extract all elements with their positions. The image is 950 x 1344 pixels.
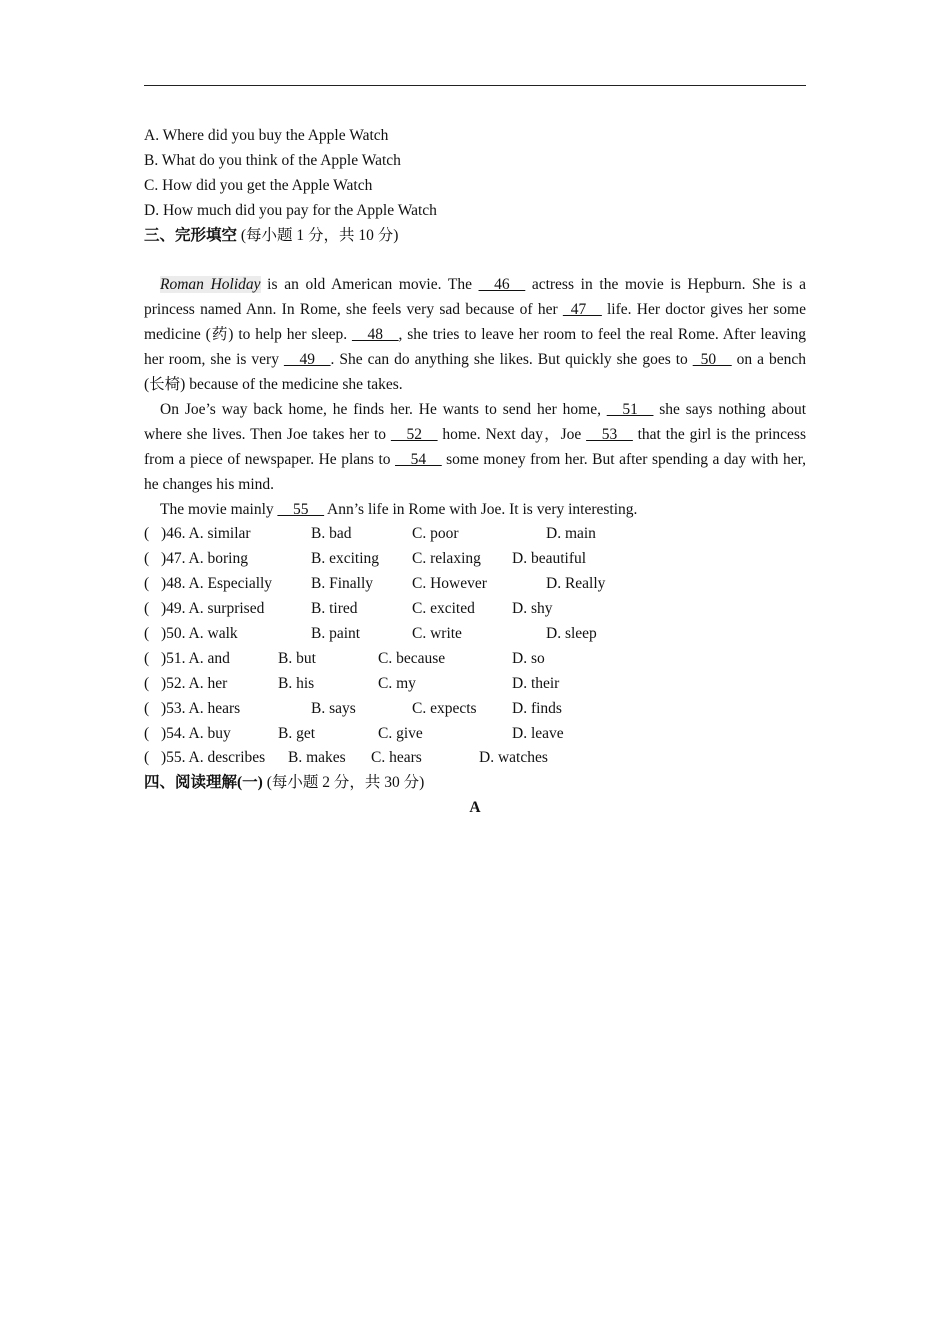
option-d: D. leave xyxy=(512,724,564,742)
question-number-option-a: )49. A. surprised xyxy=(161,600,265,618)
option-d: D. finds xyxy=(512,699,562,717)
option-b: B. but xyxy=(278,649,316,667)
option-c: C. write xyxy=(412,624,462,642)
passage-text: , she tries to leave her room to feel the real Rome. After leaving her room, she is very xyxy=(144,326,806,369)
question-number-option-a: )46. A. similar xyxy=(161,525,251,543)
option-c: C. However xyxy=(412,575,487,593)
section4-note: (每小题 2 分，共 30 分) xyxy=(262,774,425,792)
option-b: B. What do you think of the Apple Watch xyxy=(144,151,401,169)
answer-paren: ( xyxy=(144,550,150,568)
question-number-option-a: )50. A. walk xyxy=(161,624,238,642)
question-row xyxy=(144,572,806,597)
answer-paren: ( xyxy=(144,649,150,667)
option-c: C. give xyxy=(378,724,423,742)
blank-54: __54__ xyxy=(395,450,442,468)
option-a: A. Where did you buy the Apple Watch xyxy=(144,127,389,144)
passage-paragraph-3 xyxy=(144,498,806,523)
blank-52: __52__ xyxy=(390,425,438,443)
option-c: C. my xyxy=(378,674,416,692)
question-row xyxy=(144,597,806,622)
option-d: D. their xyxy=(512,674,560,692)
question-row xyxy=(144,672,806,697)
question-row xyxy=(144,746,806,771)
passage-text: . She can do anything she likes. But quickly she goes to xyxy=(330,351,693,369)
answer-paren: ( xyxy=(144,749,150,767)
answer-paren: ( xyxy=(144,575,150,593)
option-c: C. relaxing xyxy=(412,550,481,568)
blank-50: _50__ xyxy=(692,351,732,369)
question-number-option-a: )47. A. boring xyxy=(161,550,248,568)
passage-letter-a: A xyxy=(469,799,481,817)
passage-text: Ann’s life in Rome with Joe. It is very interesting. xyxy=(324,500,638,518)
option-c: C. excited xyxy=(412,600,475,618)
option-c: C. How did you get the Apple Watch xyxy=(144,176,373,194)
answer-paren: ( xyxy=(144,600,150,618)
spacer xyxy=(144,248,806,273)
passage-text: on a bench (长椅) because of the medicine she takes. xyxy=(144,351,806,393)
option-d: D. shy xyxy=(512,600,553,618)
question-row xyxy=(144,547,806,572)
question-row xyxy=(144,697,806,722)
option-c: C. poor xyxy=(412,525,459,543)
passage-text: that the girl is the princess from a piece of newspaper. He plans to xyxy=(144,425,806,468)
option-d: D. so xyxy=(512,649,545,667)
question-row xyxy=(144,647,806,672)
question-row xyxy=(144,522,806,547)
blank-55: __55__ xyxy=(277,500,325,518)
option-b: B. says xyxy=(311,699,356,717)
passage-text: The movie mainly xyxy=(160,500,278,518)
blank-51: __51__ xyxy=(606,400,654,418)
option-b: B. exciting xyxy=(311,550,380,568)
option-d: D. watches xyxy=(479,749,548,767)
option-c: C. hears xyxy=(371,749,422,767)
option-b: B. get xyxy=(278,724,316,742)
blank-49: __49__ xyxy=(283,351,331,369)
blank-46: __46__ xyxy=(478,276,526,294)
passage-text: On Joe’s way back home, he finds her. He wants to send her home, xyxy=(160,400,607,418)
option-b: B. bad xyxy=(311,525,352,543)
section4-heading xyxy=(144,771,806,796)
blank-47: _47__ xyxy=(562,301,602,319)
question-number-option-a: )52. A. her xyxy=(161,674,228,692)
option-d: D. beautiful xyxy=(512,550,587,568)
answer-paren: ( xyxy=(144,624,150,642)
passage-paragraph-2 xyxy=(144,398,806,498)
passage-text: life. Her doctor gives her some medicine (药) to help her sleep. xyxy=(144,301,806,344)
question-row xyxy=(144,722,806,747)
option-b: B. makes xyxy=(288,749,346,767)
passage-text: actress in the movie is Hepburn. She is a princess named Ann. In Rome, she feels very sad because of her xyxy=(144,276,806,319)
answer-paren: ( xyxy=(144,674,150,692)
question-number-option-a: )53. A. hears xyxy=(161,699,241,717)
header-rule xyxy=(144,85,806,86)
section4-title: 四、阅读理解(一) xyxy=(144,774,263,792)
passage-text: home. Next day，Joe xyxy=(437,425,587,443)
passage-text: some money from her. But after spending a day with her, he changes his mind. xyxy=(144,450,806,493)
answer-paren: ( xyxy=(144,525,150,543)
option-d: D. Really xyxy=(546,575,606,593)
question-number-option-a: )48. A. Especially xyxy=(161,575,273,593)
question-number-option-a: )54. A. buy xyxy=(161,724,231,742)
question-row xyxy=(144,622,806,647)
question-number-option-a: )51. A. and xyxy=(161,649,230,667)
passage-text: she says nothing about where she lives. Then Joe takes her to xyxy=(144,400,806,443)
option-b: B. paint xyxy=(311,624,361,642)
option-c: C. because xyxy=(378,649,446,667)
blank-53: __53__ xyxy=(586,425,633,443)
option-b: B. Finally xyxy=(311,575,374,593)
movie-title: Roman Holiday xyxy=(160,276,261,294)
option-d: D. sleep xyxy=(546,624,597,642)
question-number-option-a: )55. A. describes xyxy=(161,749,266,767)
answer-paren: ( xyxy=(144,699,150,717)
option-b: B. his xyxy=(278,674,315,692)
passage-text: is an old American movie. The xyxy=(260,276,479,294)
option-b: B. tired xyxy=(311,600,358,618)
option-d: D. main xyxy=(546,525,596,543)
blank-48: __48__ xyxy=(352,326,399,344)
answer-paren: ( xyxy=(144,724,150,742)
passage-paragraph-1 xyxy=(144,273,806,398)
option-c: C. expects xyxy=(412,699,477,717)
option-d: D. How much did you pay for the Apple Watch xyxy=(144,201,437,219)
section3-heading xyxy=(144,224,806,249)
page-content xyxy=(144,124,806,821)
section3-note: (每小题 1 分，共 10 分) xyxy=(237,226,399,244)
section3-title: 三、完形填空 xyxy=(144,226,238,244)
